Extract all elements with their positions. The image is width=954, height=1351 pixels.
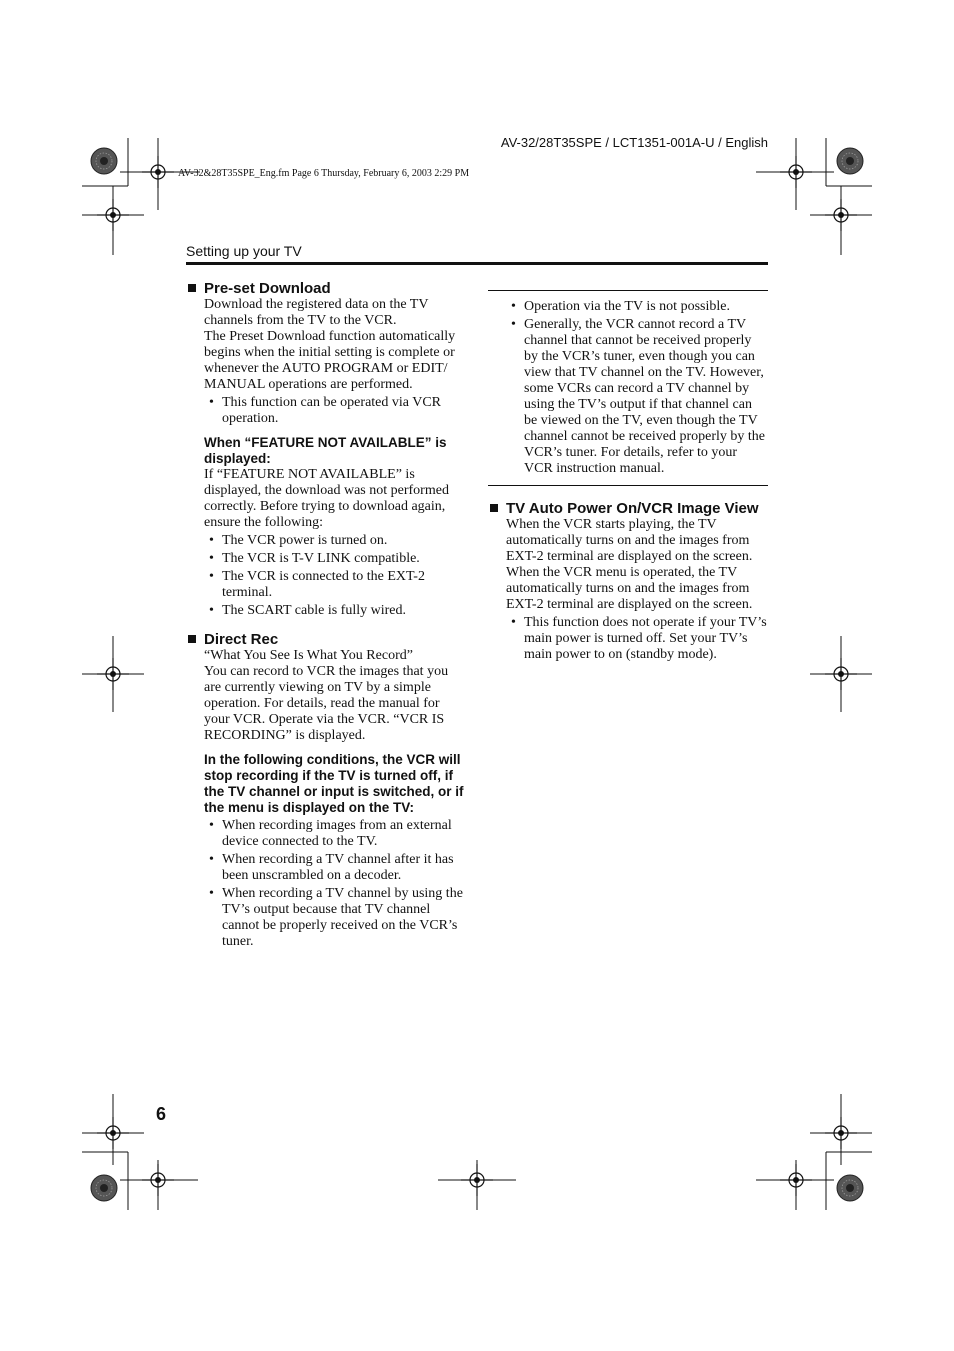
list-item: • When recording a TV channel by using the TV’s output because that TV channel cannot be properly received on the VCR’s tuner.	[204, 886, 468, 950]
header-rule	[186, 262, 768, 265]
list-item: • Generally, the VCR cannot record a TV channel that cannot be received properly by the VCR’s tuner, even though you can view that TV channel on the TV. However, some VCRs can record a TV channel by using the TV’s output if that channel can be viewed on the TV, even though the TV channel cannot be received properly by the VCR’s tuner. For details, refer to your VCR instruction manual.	[506, 317, 768, 477]
stop-recording-conditions-heading: In the following conditions, the VCR will stop recording if the TV is turned off, if the TV channel or input is switched, or if the menu is displayed on the TV:	[204, 752, 464, 815]
preset-download-heading	[186, 280, 468, 297]
auto-power-bullet-list	[506, 615, 768, 663]
square-bullet-icon	[188, 284, 196, 292]
stop-recording-list	[204, 818, 468, 950]
auto-power-heading	[488, 500, 768, 517]
list-item: • The SCART cable is fully wired.	[204, 603, 468, 619]
list-item: • The VCR is connected to the EXT-2 terminal.	[204, 569, 468, 601]
file-info-line: AV-32&28T35SPE_Eng.fm Page 6 Thursday, February 6, 2003 2:29 PM	[178, 168, 470, 179]
list-item: • The VCR power is turned on.	[204, 533, 468, 549]
auto-power-paragraph-1: When the VCR starts playing, the TV automatically turns on and the images from EXT-2 terminal are displayed on the screen.	[506, 517, 753, 564]
auto-power-title: TV Auto Power On/VCR Image View	[506, 500, 759, 517]
feature-not-available-heading: When “FEATURE NOT AVAILABLE” is displayed:	[204, 435, 447, 466]
list-item: • This function does not operate if your TV’s main power is turned off. Set your TV’s main power to on (standby mode).	[506, 615, 768, 663]
list-item: • When recording images from an external device connected to the TV.	[204, 818, 468, 850]
preset-paragraph-2: The Preset Download function automatically begins when the initial setting is complete or whenever the AUTO PROGRAM or EDIT/ MANUAL operations are performed.	[204, 329, 456, 392]
list-item: • When recording a TV channel after it has been unscrambled on a decoder.	[204, 852, 468, 884]
direct-rec-tagline: “What You See Is What You Record”	[204, 648, 413, 663]
preset-paragraph-1: Download the registered data on the TV channels from the TV to the VCR.	[204, 297, 429, 328]
notes-box	[488, 290, 768, 486]
left-column	[186, 280, 468, 952]
right-column	[488, 290, 768, 665]
section-label: Setting up your TV	[186, 243, 302, 259]
preset-bullet-list	[204, 395, 468, 427]
notes-list	[506, 299, 768, 477]
checklist	[204, 533, 468, 619]
square-bullet-icon	[490, 504, 498, 512]
square-bullet-icon	[188, 635, 196, 643]
direct-rec-paragraph: You can record to VCR the images that you are currently viewing on TV by a simple operation. For details, read the manual for your VCR. Operate via the VCR. “VCR IS RECORDING” is displayed.	[204, 664, 449, 743]
list-item: • This function can be operated via VCR operation.	[204, 395, 468, 427]
list-item: • Operation via the TV is not possible.	[506, 299, 768, 315]
document-code: AV-32/28T35SPE / LCT1351-001A-U / English	[500, 135, 768, 150]
direct-rec-title: Direct Rec	[204, 631, 279, 648]
direct-rec-heading	[186, 631, 468, 648]
feature-not-available-paragraph: If “FEATURE NOT AVAILABLE” is displayed, the download was not performed correctly. Before trying to download again, ensure the following:	[204, 467, 449, 530]
list-item: • The VCR is T-V LINK compatible.	[204, 551, 468, 567]
preset-download-title: Pre-set Download	[204, 280, 331, 297]
page-number: 6	[156, 1104, 167, 1124]
auto-power-paragraph-2: When the VCR menu is operated, the TV automatically turns on and the images from EXT-2 terminal are displayed on the screen.	[506, 565, 753, 612]
